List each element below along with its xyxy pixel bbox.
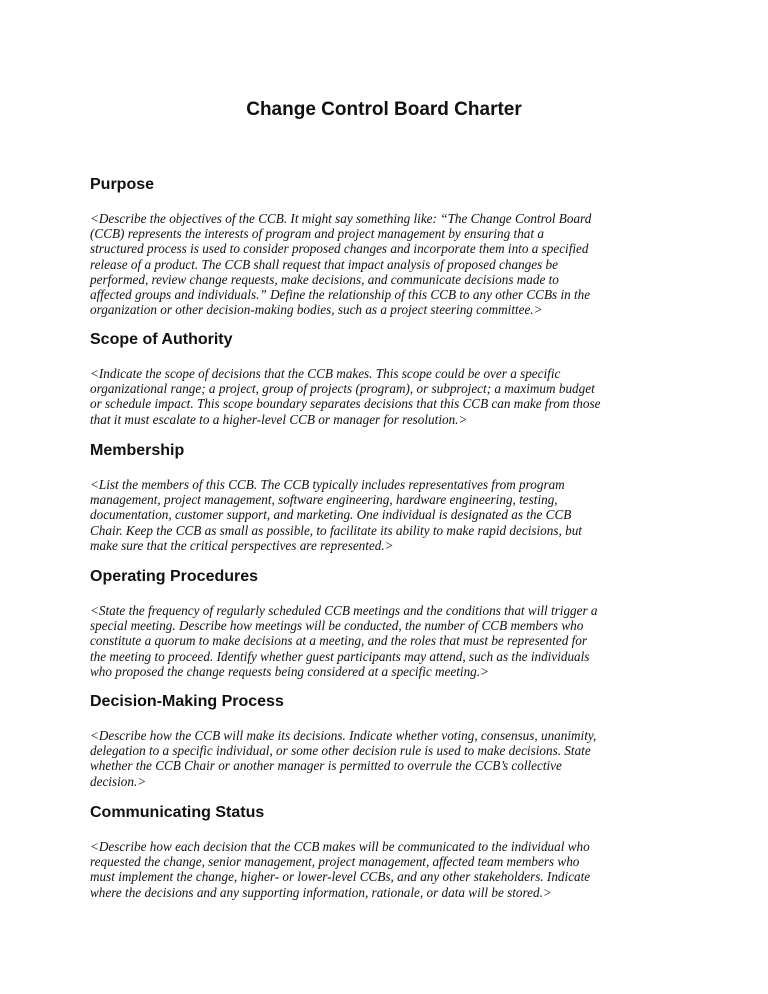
body-line: <Describe how the CCB will make its decisions. Indicate whether voting, consensus, unanimity, [90, 728, 597, 743]
body-line: who proposed the change requests being considered at a specific meeting.> [90, 663, 489, 679]
body-line: management, project management, software engineering, hardware engineering, testing, [90, 492, 558, 508]
body-line: release of a product. The CCB shall request that impact analysis of proposed changes be [90, 256, 558, 272]
document-title: Change Control Board Charter [246, 99, 522, 120]
section-heading: Scope of Authority [90, 331, 233, 348]
section-membership [90, 441, 678, 553]
section-heading: Purpose [90, 176, 155, 193]
section-decision-making-process [90, 692, 678, 789]
body-line: constitute a quorum to make decisions at a meeting, and the roles that must be represented for [90, 633, 588, 649]
body-line: decision.> [90, 773, 147, 789]
section-heading: Operating Procedures [90, 568, 259, 585]
section-body [90, 603, 678, 679]
body-line: that it must escalate to a higher-level CCB or manager for resolution.> [90, 411, 468, 427]
body-line: organizational range; a project, group of projects (program), or subproject; a maximum budget [90, 381, 595, 397]
body-line: make sure that the critical perspectives are represented.> [90, 537, 394, 553]
section-communicating-status [90, 803, 678, 900]
body-line: Chair. Keep the CCB as small as possible, to facilitate its ability to make rapid decisions, but [90, 522, 582, 538]
body-line: requested the change, senior management, project management, affected team members who [90, 854, 580, 870]
section-body [90, 477, 678, 553]
body-line: where the decisions and any supporting information, rationale, or data will be stored.> [90, 884, 552, 900]
body-line: <Describe how each decision that the CCB makes will be communicated to the individual who [90, 839, 590, 854]
body-line: delegation to a specific individual, or some other decision rule is used to make decisions. State [90, 743, 591, 759]
body-line: <State the frequency of regularly scheduled CCB meetings and the conditions that will trigger a [90, 603, 598, 618]
section-operating-procedures [90, 567, 678, 679]
body-line: the meeting to proceed. Identify whether guest participants may attend, such as the individuals [90, 648, 590, 664]
body-line: structured process is used to consider proposed changes and incorporate them into a specified [90, 241, 589, 257]
body-line: <Describe the objectives of the CCB. It might say something like: “The Change Control Board [90, 211, 592, 226]
body-line: <Indicate the scope of decisions that the CCB makes. This scope could be over a specific [90, 366, 561, 381]
section-body [90, 366, 678, 427]
section-heading: Membership [90, 442, 185, 459]
section-heading: Decision-Making Process [90, 693, 284, 710]
body-line: whether the CCB Chair or another manager is permitted to overrule the CCB’s collective [90, 758, 562, 774]
body-line: organization or other decision-making bodies, such as a project steering committee.> [90, 302, 543, 318]
body-line: must implement the change, higher- or lower-level CCBs, and any other stakeholders. Indicate [90, 869, 591, 885]
section-purpose [90, 175, 678, 317]
body-line: performed, review change requests, make decisions, and communicate decisions made to [90, 271, 559, 287]
body-line: affected groups and individuals.” Define the relationship of this CCB to any other CCBs in the [90, 287, 591, 303]
body-line: documentation, customer support, and marketing. One individual is designated as the CCB [90, 507, 572, 523]
body-line: or schedule impact. This scope boundary separates decisions that this CCB can make from those [90, 396, 601, 412]
section-body [90, 728, 678, 789]
body-line: <List the members of this CCB. The CCB typically includes representatives from program [90, 477, 565, 492]
section-body [90, 211, 678, 317]
body-line: (CCB) represents the interests of program and project management by ensuring that a [90, 226, 544, 242]
section-scope-of-authority [90, 330, 678, 427]
section-body [90, 839, 678, 900]
body-line: special meeting. Describe how meetings will be conducted, the number of CCB members who [90, 618, 584, 634]
section-heading: Communicating Status [90, 804, 265, 821]
